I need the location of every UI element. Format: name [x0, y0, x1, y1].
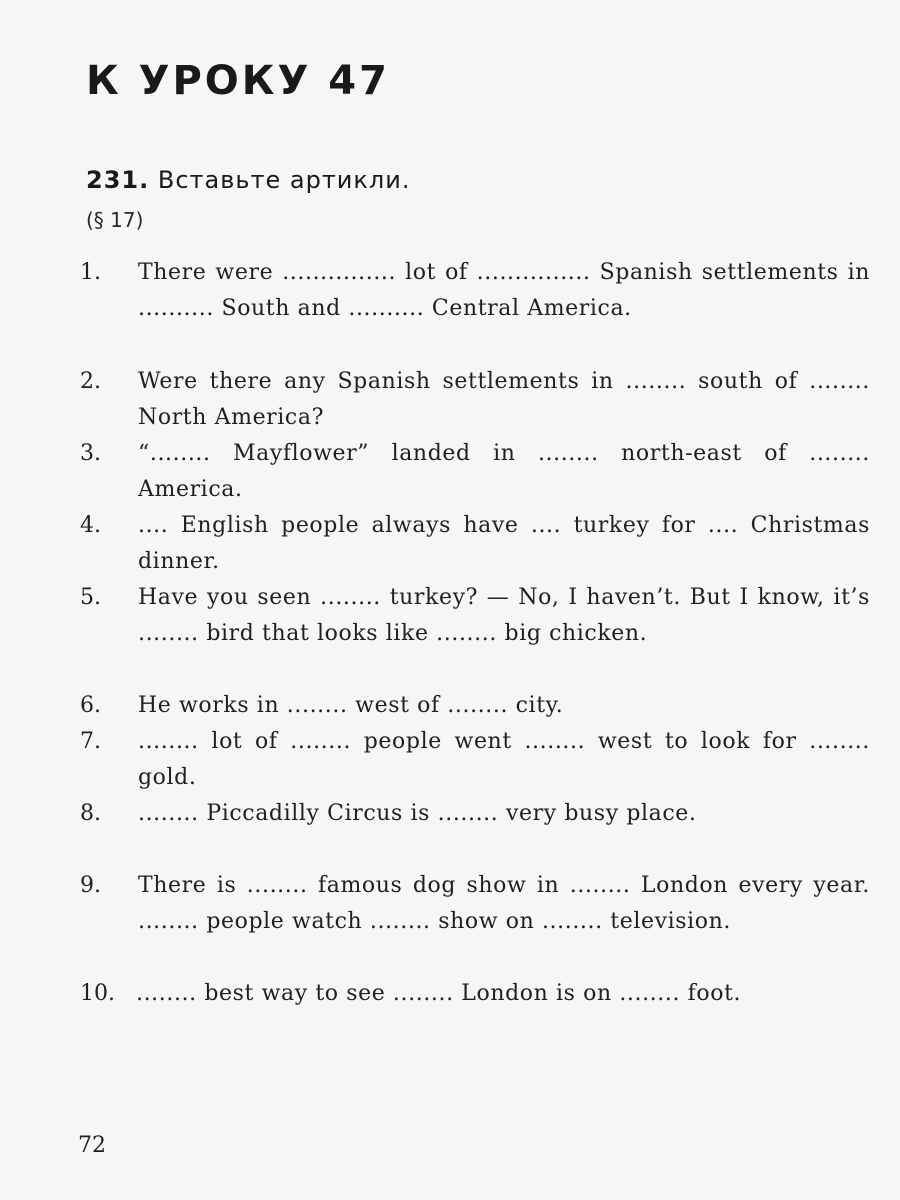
exercise-number: 231. [86, 166, 150, 194]
exercise-item-3 [80, 436, 870, 508]
item-number: 7. [80, 729, 101, 754]
item-number: 6. [80, 693, 101, 718]
exercise-item-1 [80, 255, 870, 327]
exercise-item-4 [80, 508, 870, 580]
exercise-item-7 [80, 724, 870, 796]
exercise-title [86, 166, 410, 194]
exercise-instruction: Вставьте артикли. [157, 166, 411, 194]
item-text: ........ Piccadilly Circus is ........ very busy place. [138, 801, 697, 826]
item-text: Were there any Spanish settlements in ........ south of ........ North America? [138, 369, 870, 430]
item-text: He works in ........ west of ........ city. [138, 693, 564, 718]
exercise-item-8 [80, 796, 870, 832]
item-number: 10. [80, 981, 115, 1006]
item-number: 5. [80, 585, 101, 610]
item-number: 4. [80, 513, 101, 538]
exercise-item-9 [80, 868, 870, 940]
item-number: 9. [80, 873, 101, 898]
item-text: There is ........ famous dog show in ........ London every year. ........ people watch ........ show on ........ television. [138, 873, 870, 934]
item-number: 8. [80, 801, 101, 826]
item-text: There were ............... lot of ............... Spanish settlements in .......... South and .......... Central America. [138, 260, 870, 321]
item-text: ........ best way to see ........ London is on ........ foot. [136, 981, 742, 1006]
exercise-item-5 [80, 580, 870, 652]
grammar-reference: (§ 17) [86, 208, 144, 232]
item-text: “........ Mayflower” landed in ........ north-east of ........ America. [138, 441, 870, 502]
exercise-item-6 [80, 688, 870, 724]
item-number: 1. [80, 260, 101, 285]
item-text: ........ lot of ........ people went ........ west to look for ........ gold. [138, 729, 870, 790]
item-text: Have you seen ........ turkey? — No, I haven’t. But I know, it’s ........ bird that looks like ........ big chicken. [138, 585, 870, 646]
page-number: 72 [78, 1133, 106, 1158]
item-number: 2. [80, 369, 101, 394]
exercise-item-2 [80, 364, 870, 436]
item-number: 3. [80, 441, 101, 466]
lesson-heading: К УРОКУ 47 [86, 58, 390, 104]
item-text: .... English people always have .... turkey for .... Christmas dinner. [138, 513, 870, 574]
exercise-item-10 [80, 976, 870, 1012]
